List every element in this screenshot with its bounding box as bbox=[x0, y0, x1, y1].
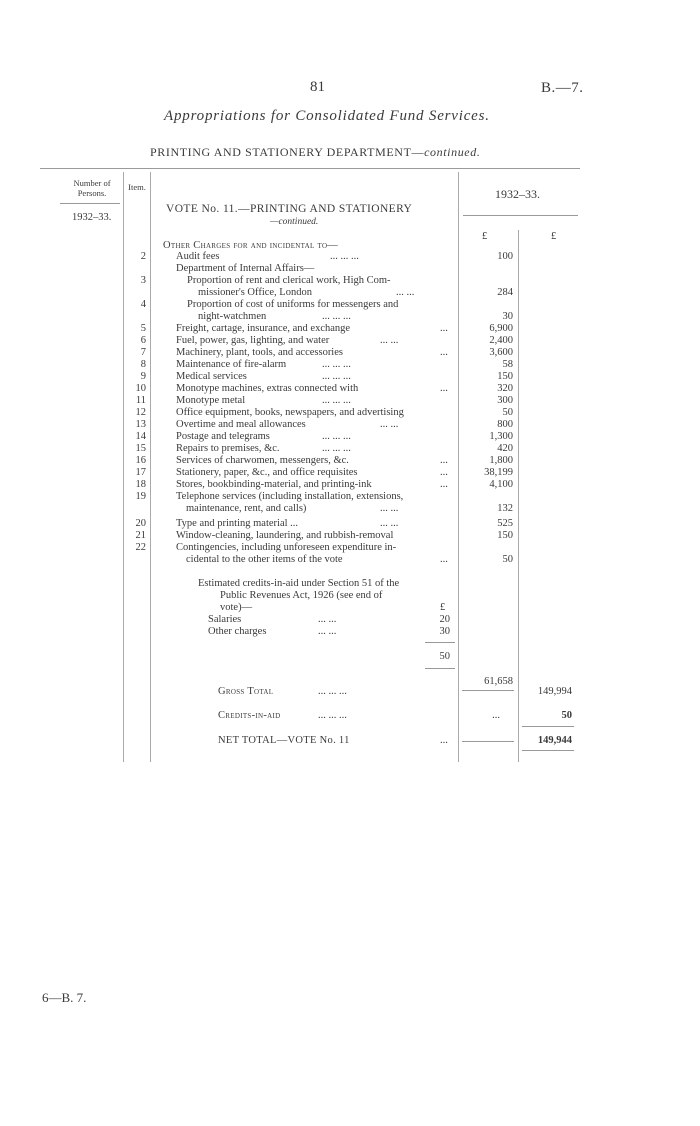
item-number: 4 bbox=[140, 299, 146, 310]
net-total-amount: 149,944 bbox=[537, 735, 572, 746]
leader-dots: ... ... ... bbox=[318, 686, 347, 697]
row-amount: 300 bbox=[497, 395, 513, 406]
column-header-item: Item. bbox=[128, 182, 146, 192]
row-label: Services of charwomen, messengers, &c. bbox=[176, 455, 349, 466]
row-label: Monotype machines, extras connected with bbox=[176, 383, 359, 394]
leader-dots: ... ... ... bbox=[322, 431, 351, 442]
persons-year: 1932–33. bbox=[72, 212, 112, 223]
leader-dots: ... ... bbox=[380, 419, 399, 430]
year-header-rule bbox=[463, 215, 578, 216]
vote-continued: —continued. bbox=[270, 217, 319, 227]
col-divider-amount2 bbox=[518, 230, 519, 762]
item-number: 3 bbox=[140, 275, 146, 286]
column-header-persons: Number of Persons. bbox=[73, 178, 111, 198]
page-title: Appropriations for Consolidated Fund Services. bbox=[164, 108, 490, 124]
credits-sum-rule bbox=[425, 642, 455, 643]
leader-dots: ... bbox=[440, 479, 448, 490]
row-amount: 50 bbox=[502, 554, 513, 565]
row-label: Stationery, paper, &c., and office requisites bbox=[176, 467, 358, 478]
item-number: 22 bbox=[135, 542, 146, 553]
leader-dots: ... ... ... bbox=[322, 311, 351, 322]
item-number: 9 bbox=[140, 371, 146, 382]
row-amount: 1,800 bbox=[489, 455, 513, 466]
leader-dots: ... ... ... bbox=[330, 251, 359, 262]
persons-header-rule bbox=[60, 203, 120, 204]
row-amount: 58 bbox=[502, 359, 513, 370]
row-label: Overtime and meal allowances bbox=[176, 419, 306, 430]
row-label: missioner's Office, London bbox=[198, 287, 312, 298]
item-number: 5 bbox=[140, 323, 146, 334]
credits-note-line3: vote)— bbox=[220, 602, 253, 613]
department-heading: PRINTING AND STATIONERY DEPARTMENT—continued. bbox=[150, 145, 481, 159]
salaries-label: Salaries bbox=[208, 614, 242, 625]
row-label: Freight, cartage, insurance, and exchange bbox=[176, 323, 351, 334]
column-header-year: 1932–33. bbox=[495, 187, 540, 201]
currency-col1: £ bbox=[482, 231, 488, 242]
leader-dots: ... ... ... bbox=[318, 710, 347, 721]
row-label: Monotype metal bbox=[176, 395, 246, 406]
row-label: Postage and telegrams bbox=[176, 431, 270, 442]
subtotal-rule bbox=[462, 690, 514, 691]
leader-dots: ... ... ... bbox=[322, 371, 351, 382]
leader-dots: ... ... bbox=[380, 335, 399, 346]
item-number: 10 bbox=[135, 383, 146, 394]
credits-note-line2: Public Revenues Act, 1926 (see end of bbox=[220, 590, 383, 601]
item-number: 19 bbox=[135, 491, 146, 502]
credits-note-line1: Estimated credits-in-aid under Section 51 of the bbox=[198, 578, 400, 589]
row-label: Department of Internal Affairs— bbox=[176, 263, 315, 274]
leader-dots: ... ... ... bbox=[322, 395, 351, 406]
item-number: 12 bbox=[135, 407, 146, 418]
row-label: Repairs to premises, &c. bbox=[176, 443, 280, 454]
credits-in-aid-amount: 50 bbox=[561, 710, 572, 721]
row-amount: 132 bbox=[497, 503, 513, 514]
row-label: Type and printing material ... bbox=[176, 518, 299, 529]
salaries-amount: 20 bbox=[439, 614, 450, 625]
item-number: 15 bbox=[135, 443, 146, 454]
credits-total-amount: 50 bbox=[439, 651, 450, 662]
row-label: maintenance, rent, and calls) bbox=[186, 503, 307, 514]
row-label: night-watchmen bbox=[198, 311, 267, 322]
gross-total-amount: 149,994 bbox=[537, 686, 572, 697]
net-total-label: NET TOTAL—VOTE No. 11 bbox=[218, 735, 350, 746]
row-amount: 150 bbox=[497, 530, 513, 541]
row-label: cidental to the other items of the vote bbox=[186, 554, 343, 565]
row-amount: 420 bbox=[497, 443, 513, 454]
row-amount: 800 bbox=[497, 419, 513, 430]
row-amount: 150 bbox=[497, 371, 513, 382]
item-number: 20 bbox=[135, 518, 146, 529]
leader-dots: ... bbox=[440, 554, 448, 565]
item-number: 16 bbox=[135, 455, 146, 466]
leader-dots: ... bbox=[440, 347, 448, 358]
row-amount: 3,600 bbox=[489, 347, 513, 358]
leader-dots: ... ... bbox=[318, 614, 337, 625]
item-number: 11 bbox=[135, 395, 146, 406]
leader-dots: ... bbox=[440, 735, 448, 746]
row-amount: 4,100 bbox=[489, 479, 513, 490]
leader-dots: ... bbox=[440, 467, 448, 478]
leader-dots: ... ... ... bbox=[322, 443, 351, 454]
item-number: 13 bbox=[135, 419, 146, 430]
row-amount: 1,300 bbox=[489, 431, 513, 442]
leader-dots: ... bbox=[440, 383, 448, 394]
row-amount: 100 bbox=[497, 251, 513, 262]
item-number: 14 bbox=[135, 431, 146, 442]
row-amount: 38,199 bbox=[484, 467, 513, 478]
credits-in-aid-label: Credits-in-aid bbox=[218, 710, 281, 721]
section-heading: Other Charges for and incidental to— bbox=[163, 240, 339, 251]
item-number: 8 bbox=[140, 359, 146, 370]
other-charges-label: Other charges bbox=[208, 626, 267, 637]
row-amount: 284 bbox=[497, 287, 513, 298]
credits-in-aid-mid: ... bbox=[492, 710, 500, 721]
row-amount: 50 bbox=[502, 407, 513, 418]
row-label: Stores, bookbinding-material, and printing-ink bbox=[176, 479, 372, 490]
page-number: 81 bbox=[310, 79, 325, 95]
row-label: Proportion of cost of uniforms for messengers and bbox=[187, 299, 399, 310]
gross-total-label: Gross Total bbox=[218, 686, 274, 697]
document-reference: B.—7. bbox=[541, 80, 584, 96]
other-charges-amount: 30 bbox=[439, 626, 450, 637]
vote-title: VOTE No. 11.—PRINTING AND STATIONERY bbox=[166, 203, 413, 215]
row-label: Contingencies, including unforeseen expenditure in- bbox=[176, 542, 397, 553]
leader-dots: ... ... bbox=[318, 626, 337, 637]
row-label: Medical services bbox=[176, 371, 247, 382]
leader-dots: ... bbox=[440, 455, 448, 466]
currency-col2: £ bbox=[551, 231, 557, 242]
item-number: 18 bbox=[135, 479, 146, 490]
col-divider-item bbox=[150, 172, 151, 762]
row-amount: 2,400 bbox=[489, 335, 513, 346]
item-number: 21 bbox=[135, 530, 146, 541]
credits-rule bbox=[522, 726, 574, 727]
row-amount: 6,900 bbox=[489, 323, 513, 334]
leader-dots: ... ... bbox=[380, 503, 399, 514]
leader-dots: ... ... ... bbox=[322, 359, 351, 370]
page-footer: 6—B. 7. bbox=[42, 990, 87, 1005]
item-number: 6 bbox=[140, 335, 146, 346]
table-top-rule bbox=[40, 168, 580, 169]
row-label: Maintenance of fire-alarm bbox=[176, 359, 287, 370]
row-label: Telephone services (including installation, extensions, bbox=[176, 491, 404, 502]
leader-dots: ... bbox=[440, 323, 448, 334]
credits-total-rule bbox=[425, 668, 455, 669]
row-amount: 525 bbox=[497, 518, 513, 529]
item-number: 7 bbox=[140, 347, 146, 358]
row-label: Office equipment, books, newspapers, and advertising bbox=[176, 407, 404, 418]
row-label: Machinery, plant, tools, and accessories bbox=[176, 347, 343, 358]
subtotal-amount: 61,658 bbox=[484, 676, 513, 687]
leader-dots: ... ... bbox=[396, 287, 415, 298]
item-number: 2 bbox=[140, 251, 146, 262]
row-amount: 30 bbox=[502, 311, 513, 322]
leader-dots: ... ... bbox=[380, 518, 399, 529]
col-divider-amount1 bbox=[458, 172, 459, 762]
row-label: Window-cleaning, laundering, and rubbish-removal bbox=[176, 530, 394, 541]
row-label: Proportion of rent and clerical work, High Com- bbox=[187, 275, 391, 286]
row-label: Audit fees bbox=[176, 251, 220, 262]
net-total-rule bbox=[522, 750, 574, 751]
credits-currency: £ bbox=[440, 602, 446, 613]
row-label: Fuel, power, gas, lighting, and water bbox=[176, 335, 330, 346]
col-divider-persons bbox=[123, 172, 124, 762]
net-mid-rule bbox=[462, 741, 514, 742]
row-amount: 320 bbox=[497, 383, 513, 394]
item-number: 17 bbox=[135, 467, 146, 478]
